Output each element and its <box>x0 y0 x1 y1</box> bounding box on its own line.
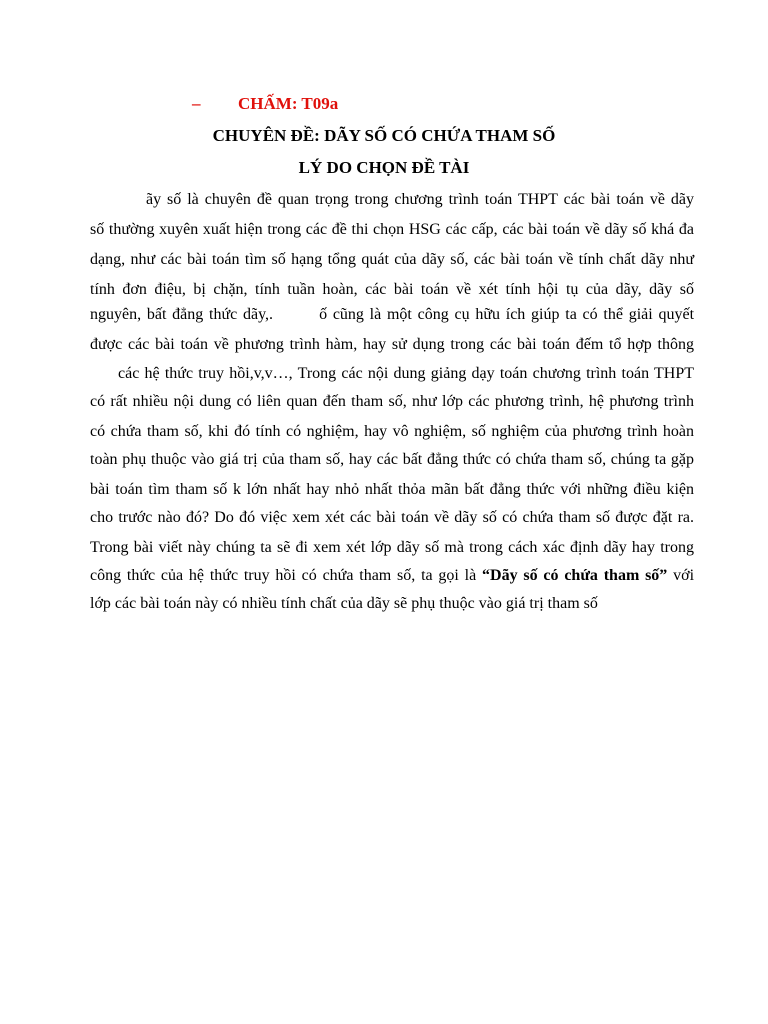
paragraph-line-5-part-a: nguyên, bất đẳng thức dãy,. <box>90 306 274 323</box>
grading-mark <box>192 94 338 114</box>
mark-label: CHẤM: T09a <box>238 94 339 113</box>
paragraph-line-3: dạng, như các bài toán tìm số hạng tổng quát của dãy số, các bài toán về tính chất dãy như <box>90 251 694 268</box>
paragraph-line-14-part-c: với <box>667 567 695 584</box>
paragraph-line-7: các hệ thức truy hồi,v,v…, Trong các nội dung giảng dạy toán chương trình toán THPT <box>118 365 694 382</box>
mark-dash: – <box>192 94 201 113</box>
paragraph-line-2: số thường xuyên xuất hiện trong các đề thi chọn HSG các cấp, các bài toán về dãy số khá đa <box>90 221 694 238</box>
paragraph-line-10: toàn phụ thuộc vào giá trị của tham số, hay các bất đẳng thức có chứa tham số, chúng ta gặp <box>90 451 694 468</box>
paragraph-line-14 <box>90 566 694 586</box>
paragraph-line-5 <box>90 305 694 325</box>
paragraph-line-5-part-b: ố cũng là một công cụ hữu ích giúp ta có thể giải quyết <box>319 306 695 323</box>
paragraph-line-14-part-a: công thức của hệ thức truy hồi có chứa tham số, ta gọi là <box>90 567 483 584</box>
paragraph-line-1: ãy số là chuyên đề quan trọng trong chương trình toán THPT các bài toán về dãy <box>146 191 694 208</box>
document-title: CHUYÊN ĐỀ: DÃY SỐ CÓ CHỨA THAM SỐ <box>212 126 556 145</box>
paragraph-line-6: được các bài toán về phương trình hàm, hay sử dụng trong các bài toán đếm tổ hợp thông <box>90 336 694 353</box>
emphasized-term: “Dãy số có chứa tham số” <box>482 567 668 584</box>
paragraph-line-11: bài toán tìm tham số k lớn nhất hay nhỏ nhất thỏa mãn bất đẳng thức với những điều kiện <box>90 481 694 498</box>
paragraph-line-12: cho trước nào đó? Do đó việc xem xét các bài toán về dãy số có chứa tham số được đặt ra. <box>90 509 694 526</box>
paragraph-line-9: có chứa tham số, khi đó tính có nghiệm, hay vô nghiệm, số nghiệm của phương trình hoàn <box>90 423 694 440</box>
paragraph-line-4: tính đơn điệu, bị chặn, tính tuần hoàn, các bài toán về xét tính hội tụ của dãy, dãy số <box>90 281 694 298</box>
paragraph-line-13: Trong bài viết này chúng ta sẽ đi xem xét lớp dãy số mà trong cách xác định dãy hay trong <box>90 539 694 556</box>
section-heading: LÝ DO CHỌN ĐỀ TÀI <box>298 158 470 177</box>
paragraph-line-8: có rất nhiều nội dung có liên quan đến tham số, như lớp các phương trình, hệ phương trình <box>90 393 694 410</box>
paragraph-line-15: lớp các bài toán này có nhiều tính chất của dãy sẽ phụ thuộc vào giá trị tham số <box>90 595 598 612</box>
